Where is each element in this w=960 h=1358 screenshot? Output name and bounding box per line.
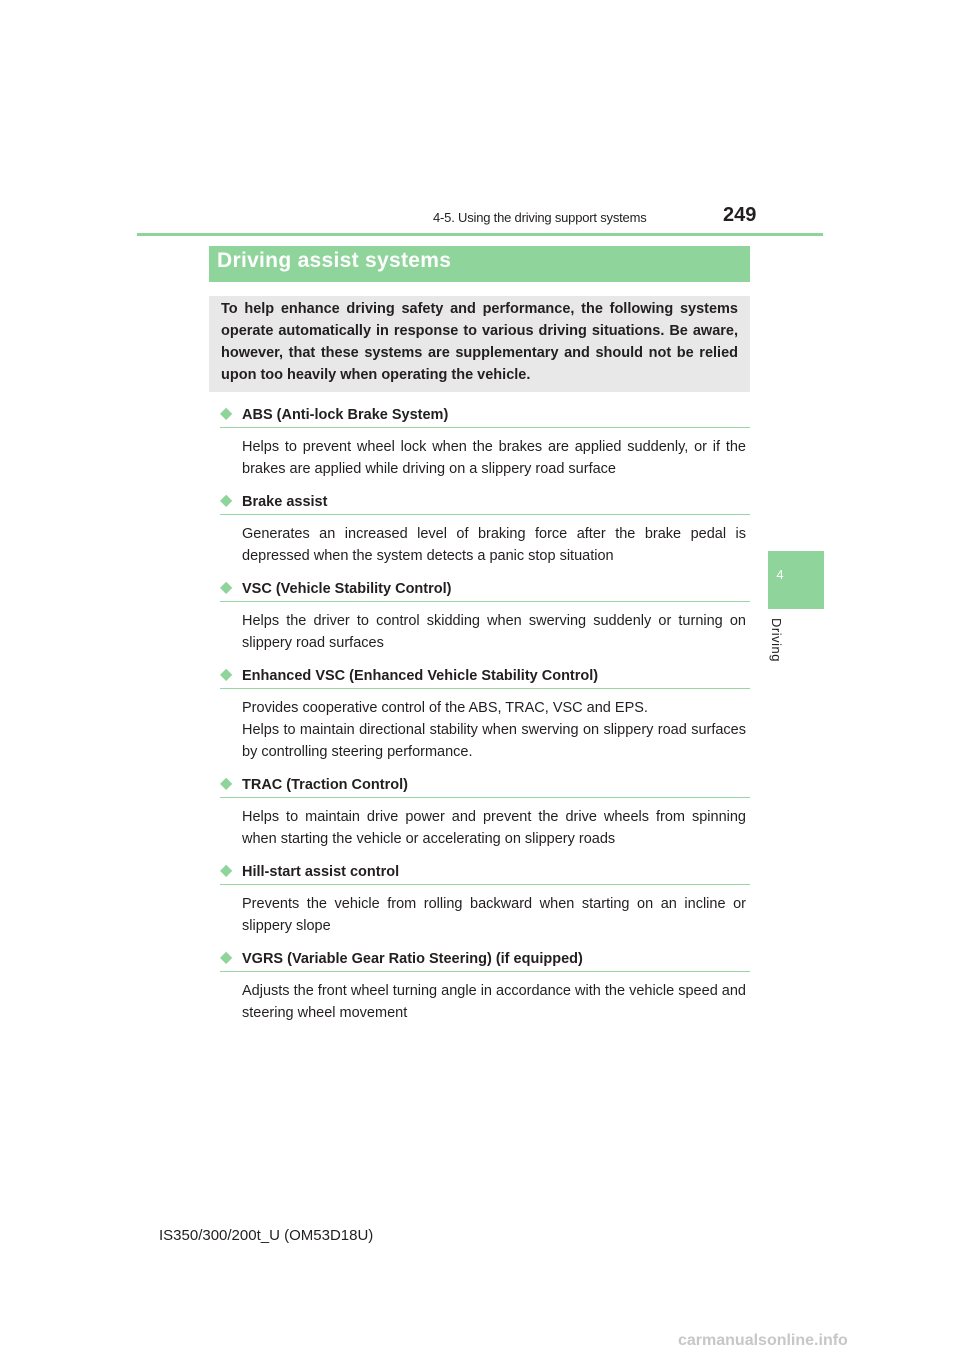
chapter-label: Driving bbox=[769, 618, 784, 662]
item-title: Brake assist bbox=[242, 494, 328, 510]
footer-model-code: IS350/300/200t_U (OM53D18U) bbox=[159, 1227, 374, 1244]
item-description: Adjusts the front wheel turning angle in accordance with the vehicle speed and steering wheel movement bbox=[242, 983, 746, 1021]
section-title-bar bbox=[209, 246, 750, 282]
item-title: VGRS (Variable Gear Ratio Steering) (if equipped) bbox=[242, 951, 583, 967]
diamond-icon: ◆ bbox=[220, 949, 233, 966]
item-title: VSC (Vehicle Stability Control) bbox=[242, 581, 452, 597]
item-heading bbox=[220, 773, 750, 798]
item-heading bbox=[220, 577, 750, 602]
item-description: Provides cooperative control of the ABS, TRAC, VSC and EPS. Helps to maintain directional stability when swerving on slippery road surfaces by controlling steering performance. bbox=[242, 700, 746, 760]
diamond-icon: ◆ bbox=[220, 579, 233, 596]
diamond-icon: ◆ bbox=[220, 862, 233, 879]
list-item bbox=[220, 860, 750, 937]
diamond-icon: ◆ bbox=[220, 775, 233, 792]
list-item bbox=[220, 773, 750, 850]
diamond-icon: ◆ bbox=[220, 405, 233, 422]
intro-text: To help enhance driving safety and performance, the following systems operate automatically in response to various driving situations. Be aware, however, that these systems are supplementary and should not be relied upon too heavily when operating the vehicle. bbox=[221, 301, 738, 383]
item-description: Helps to maintain drive power and prevent the drive wheels from spinning when starting the vehicle or accelerating on slippery roads bbox=[242, 809, 746, 847]
item-heading bbox=[220, 860, 750, 885]
diamond-icon: ◆ bbox=[220, 666, 233, 683]
list-item bbox=[220, 577, 750, 654]
watermark: carmanualsonline.info bbox=[678, 1332, 848, 1349]
system-list bbox=[220, 403, 750, 1034]
item-description: Helps the driver to control skidding when swerving suddenly or turning on slippery road surfaces bbox=[242, 613, 746, 651]
item-description: Helps to prevent wheel lock when the brakes are applied suddenly, or if the brakes are applied while driving on a slippery road surface bbox=[242, 439, 746, 477]
list-item bbox=[220, 403, 750, 480]
item-description: Prevents the vehicle from rolling backward when starting on an incline or slippery slope bbox=[242, 896, 746, 934]
item-title: Enhanced VSC (Enhanced Vehicle Stability Control) bbox=[242, 668, 599, 684]
item-title: ABS (Anti-lock Brake System) bbox=[242, 407, 449, 423]
intro-box bbox=[209, 296, 750, 392]
item-heading bbox=[220, 403, 750, 428]
item-heading bbox=[220, 947, 750, 972]
header-section-title: 4-5. Using the driving support systems bbox=[433, 210, 647, 225]
section-title: Driving assist systems bbox=[217, 249, 452, 272]
header-rule bbox=[137, 233, 823, 236]
chapter-number: 4 bbox=[776, 567, 784, 582]
item-heading bbox=[220, 490, 750, 515]
list-item bbox=[220, 947, 750, 1024]
item-description: Generates an increased level of braking force after the brake pedal is depressed when the system detects a panic stop situation bbox=[242, 526, 746, 564]
item-title: Hill-start assist control bbox=[242, 864, 400, 880]
list-item bbox=[220, 490, 750, 567]
page-number: 249 bbox=[723, 204, 757, 226]
item-heading bbox=[220, 664, 750, 689]
list-item bbox=[220, 664, 750, 763]
diamond-icon: ◆ bbox=[220, 492, 233, 509]
chapter-side-tab bbox=[768, 551, 824, 609]
item-title: TRAC (Traction Control) bbox=[242, 777, 408, 793]
